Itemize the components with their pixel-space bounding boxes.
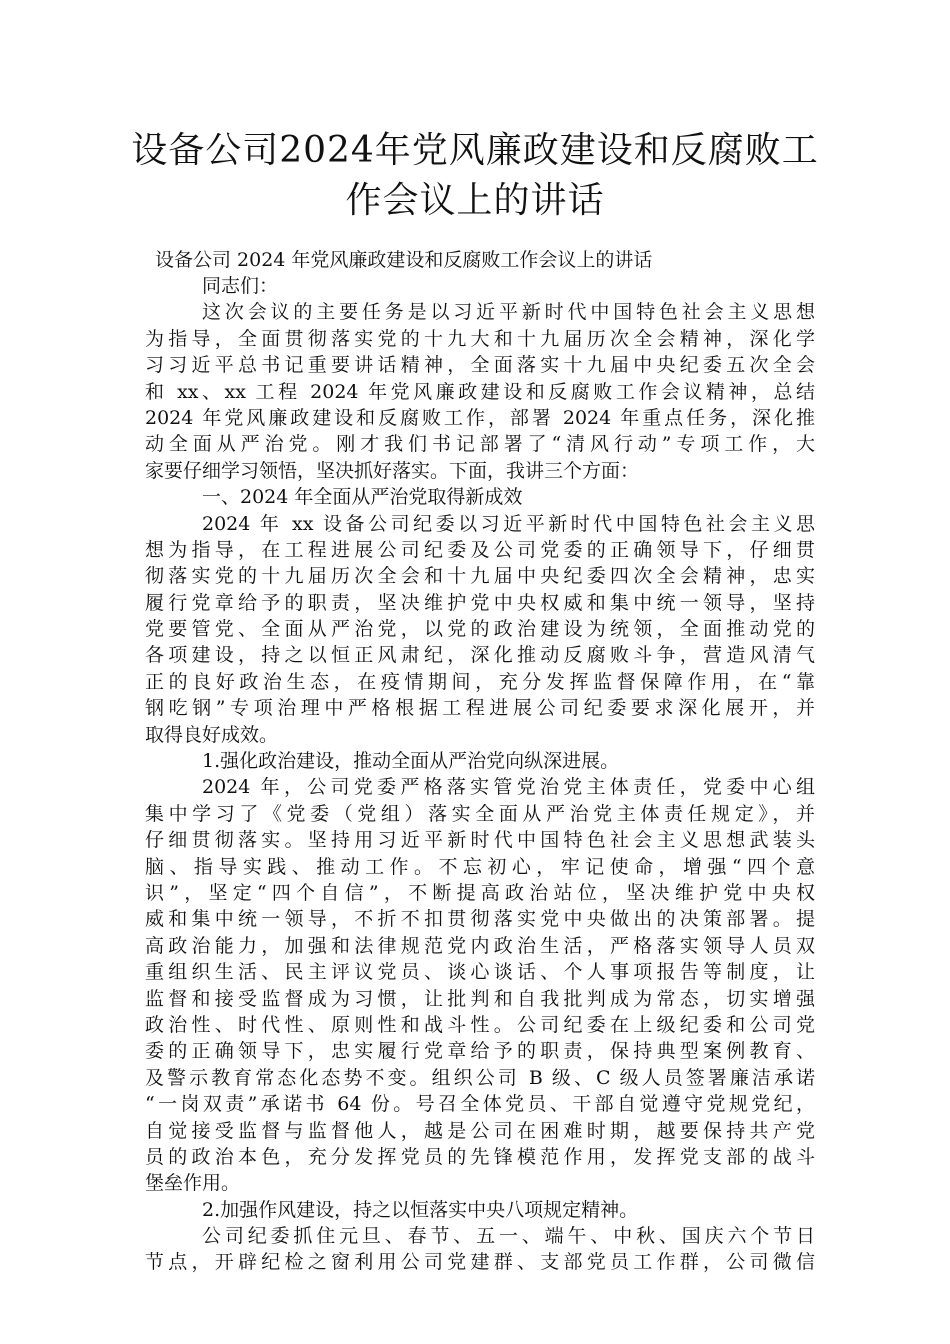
body-line: 和 xx、xx 工程 2024 年党风廉政建设和反腐败工作会议精神，总结 [145, 380, 815, 403]
title-line-2: 作会议上的讲话 [345, 180, 605, 221]
body-line: 2024 年，公司党委严格落实管党治党主体责任，党委中心组 [202, 776, 815, 799]
body-line: 仔细贯彻落实。坚持用习近平新时代中国特色社会主义思想武装头 [145, 829, 815, 852]
body-line: 监督和接受监督成为习惯，让批判和自我批判成为常态，切实增强 [145, 987, 815, 1010]
body-line: 党要管党、全面从严治党，以党的政治建设为统领，全面推动党的 [145, 618, 815, 641]
body-line: 高政治能力，加强和法律规范党内政治生活，严格落实领导人员双 [145, 934, 815, 957]
body-line: 动全面从严治党。刚才我们书记部署了“清风行动”专项工作，大 [145, 433, 815, 456]
body-line: 家要仔细学习领悟，坚决抓好落实。下面，我讲三个方面： [145, 459, 640, 482]
body-line: 正的良好政治生态，在疫情期间，充分发挥监督保障作用，在“靠 [145, 670, 815, 693]
document-subtitle: 设备公司 2024 年党风廉政建设和反腐败工作会议上的讲话 [155, 249, 653, 271]
body-line: 各项建设，持之以恒正风肃纪，深化推动反腐败斗争，营造风清气 [145, 644, 815, 667]
body-line: 脑、指导实践、推动工作。不忘初心，牢记使命，增强“四个意 [145, 855, 815, 878]
body-line: 同志们： [202, 275, 279, 297]
body-line: 2024 年 xx 设备公司纪委以习近平新时代中国特色社会主义思 [202, 512, 815, 535]
body-line: 威和集中统一领导，不折不扣贯彻落实党中央做出的决策部署。提 [145, 908, 815, 931]
body-line: 2024 年党风廉政建设和反腐败工作，部署 2024 年重点任务，深化推 [145, 406, 815, 429]
body-line: 为指导，全面贯彻落实党的十九大和十九届历次全会精神，深化学 [145, 327, 815, 350]
body-line: 委的正确领导下，忠实履行党章给予的职责，保持典型案例教育、 [145, 1040, 815, 1063]
body-line: 员的政治本色，充分发挥党员的先锋模范作用，发挥党支部的战斗 [145, 1145, 815, 1168]
body-line: 集中学习了《党委（党组）落实全面从严治党主体责任规定》，并 [145, 802, 815, 825]
body-line: 及警示教育常态化态势不变。组织公司 B 级、C 级人员签署廉洁承诺 [145, 1066, 815, 1089]
body-line: 1.强化政治建设，推动全面从严治党向纵深进展。 [202, 750, 620, 773]
title-line-1: 设备公司2024年党风廉政建设和反腐败工 [131, 130, 819, 171]
body-line: 重组织生活、民主评议党员、谈心谈话、个人事项报告等制度，让 [145, 961, 815, 984]
document-title [100, 126, 850, 226]
body-line: 堡垒作用。 [145, 1172, 241, 1195]
body-line: “一岗双责”承诺书 64 份。号召全体党员、干部自觉遵守党规党纪， [145, 1093, 815, 1116]
body-line: 履行党章给予的职责，坚决维护党中央权威和集中统一领导，坚持 [145, 591, 815, 614]
body-line: 2.加强作风建设，持之以恒落实中央八项规定精神。 [202, 1198, 639, 1221]
body-line: 识”，坚定“四个自信”，不断提高政治站位，坚决维护党中央权 [145, 881, 815, 904]
body-line: 取得良好成效。 [145, 723, 279, 746]
body-line: 节点，开辟纪检之窗利用公司党建群、支部党员工作群，公司微信 [145, 1251, 815, 1274]
body-line: 钢吃钢”专项治理中严格根据工程进展公司纪委要求深化展开，并 [145, 697, 815, 720]
body-line: 这次会议的主要任务是以习近平新时代中国特色社会主义思想 [202, 301, 815, 324]
body-line: 习习近平总书记重要讲话精神，全面落实十九届中央纪委五次全会 [145, 354, 815, 377]
document-body [145, 273, 815, 1276]
body-line: 公司纪委抓住元旦、春节、五一、端午、中秋、国庆六个节日 [202, 1225, 815, 1248]
body-line: 想为指导，在工程进展公司纪委及公司党委的正确领导下，仔细贯 [145, 538, 815, 561]
body-line: 一、2024 年全面从严治党取得新成效 [202, 486, 523, 509]
body-line: 政治性、时代性、原则性和战斗性。公司纪委在上级纪委和公司党 [145, 1013, 815, 1036]
body-line: 彻落实党的十九届历次全会和十九届中央纪委四次全会精神，忠实 [145, 565, 815, 588]
body-line: 自觉接受监督与监督他人，越是公司在困难时期，越要保持共产党 [145, 1119, 815, 1142]
